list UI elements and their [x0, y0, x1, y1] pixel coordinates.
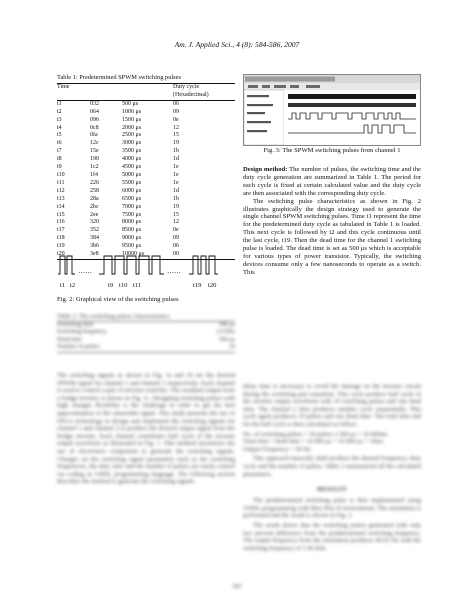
table1-row: [57, 148, 235, 156]
table1-caption: Table 1: Predetermined SPWM switching pulses: [57, 74, 181, 81]
cell-hex: 064: [90, 108, 99, 115]
table1-row: [57, 204, 235, 212]
cell-duty: 1e: [173, 164, 179, 171]
cell-hex: 3b6: [90, 243, 99, 250]
results-heading: RESULTS: [317, 486, 347, 494]
cell-duty: 1e: [173, 171, 179, 178]
label-t19: t19: [193, 282, 202, 289]
cell-duty: 1d: [173, 156, 179, 163]
table1-row: [57, 117, 235, 125]
cell-time: t11: [57, 179, 65, 186]
cell-hex: 320: [90, 219, 99, 226]
cell-hex: 2bc: [90, 203, 99, 210]
results-p2: The result shows that the switching pulses generated with only two percent difference from the predetermined switching frequency. The output frequency from the simulation produces 49.02 Hz with the switching frequency of 1.96 kHz.: [243, 521, 421, 552]
cell-duration: 9000 μs: [122, 235, 142, 242]
waveform-simulation-screenshot: [243, 74, 421, 146]
design-method-p1: The number of pulses, the switching time and the duty cycle generation are summarized in Table 1. The period for each cycle is fixed at certain calculated value and the duty cycle are then associated with the corresponding duty cycle.: [243, 166, 421, 197]
cell-hex: 1c2: [90, 164, 99, 171]
ellipsis-1: ……: [78, 267, 92, 275]
label-t1: t1: [60, 282, 66, 289]
cell-time: t17: [57, 227, 65, 234]
cell-time: t7: [57, 148, 62, 155]
table1-row: [57, 180, 235, 188]
cell-hex: 15e: [90, 148, 99, 155]
cell-duration: 10000 μs: [122, 251, 173, 259]
design-method-heading: Design method:: [243, 166, 288, 173]
table1-row: [57, 164, 235, 172]
right-body-continued: delay time is necessary to avoid the damage on the inverter circuit during the switching pair transition. This cycle produce half cycle of the inverter output waveform with 19 switching pulses and one dead time. The channel 2 then produces another cycle sequentially. This cycle again produces 19 pulses and one dead time. The total time and for the half cycle is then calculated as follow:: [243, 383, 421, 428]
cell-hex: 12c: [90, 140, 99, 147]
table1-row: [57, 156, 235, 164]
cell-hex: 0fa: [90, 132, 98, 139]
table2-value: 500 μs: [218, 322, 235, 328]
cell-hex: 096: [90, 116, 99, 123]
cell-time: t9: [57, 164, 62, 171]
label-t2: t2: [70, 282, 76, 289]
ellipsis-2: ……: [167, 267, 181, 275]
cell-hex: 2ee: [90, 211, 99, 218]
cell-duration: 5500 μs: [122, 179, 142, 186]
cell-duration: 500 μs: [122, 100, 139, 107]
table1-row: [57, 109, 235, 117]
cell-hex: 226: [90, 179, 99, 186]
table1-row: [57, 100, 235, 108]
left-body-paragraph: The switching signals as shown in Fig. 1a and 1b are the desired SPWM signal for channel 1 and channel 2 respectively. Each channel is used to control a pair of inverter switches. The resultant output from a bridge inverter is shown in Fig. 1c. Designing switching pulses with high changes flexibility is the challenge in order to get the best approximation of the sinusoidal signal. This study presents the use of FPGA technology to design and implement the switching signals for channel 1 and channel 2 to produce the desired output signal from the bridge inverter. Each channel contributes half cycle of the inverter output waveform as illustrated in Fig. 1. This method maximizes the use of electronics component to generate the switching signals. Changes on the switching signal parameters such as the switching frequencies, the duty ratio and the number of pulses are easily control via coding in VHDL programming language. The following section describes the method to generate the switching signals.: [57, 372, 235, 486]
cell-time: t4: [57, 124, 62, 131]
cell-time: t18: [57, 235, 65, 242]
cell-duty: 1b: [173, 148, 179, 155]
cell-duty: 09: [173, 235, 179, 242]
cell-hex: 258: [90, 187, 99, 194]
table1-row: [57, 172, 235, 180]
cell-hex: 032: [90, 100, 99, 107]
cell-time: t5: [57, 132, 62, 139]
table2-param: Number of pulses: [57, 344, 100, 351]
table1-row: [57, 235, 235, 243]
cell-hex: 384: [90, 235, 99, 242]
calculation-block: No. of switching pulses = 20 pulses x 500 μs = 10 000ms Total time = dead time + 10 000 μs = 10 000 μs = 10ms Output Frequency = 50 Hz: [243, 430, 388, 453]
cell-hex: 352: [90, 227, 99, 234]
table1-header-time: Time: [57, 84, 90, 92]
table2-row: [57, 329, 235, 336]
cell-duty: 12: [173, 219, 179, 226]
design-method-p2: The switching pulse characteristics as shown in Fig. 2 illustrates graphically the design strategy used to generate the single channel SPWM switching pulses. Time t1 represent the time for the predetermined duty cycle as tabulated in Table 1 is loaded. This next cycle is followed by t2 and this cycle continuous until the last cycle, t19. Then the dead time for the channel 1 switching pulse is loaded. The dead time is set as 500 μs which is acceptable for various types of power transistor. Typically, the switching devices consume only a few nanoseconds to operate as a switch. This: [243, 197, 421, 276]
cell-duration: 8000 μs: [122, 219, 142, 226]
cell-duration: 7000 μs: [122, 203, 142, 210]
cell-duration: 8500 μs: [122, 227, 142, 234]
cell-hex: 190: [90, 156, 99, 163]
figure2-caption: Fig. 2: Graphical view of the switching pulses: [57, 296, 179, 303]
cell-time: t19: [57, 243, 65, 250]
right-blurred-block: [243, 383, 421, 552]
design-method-section: [243, 166, 421, 277]
table2-caption: Table 2: The switching pulses characteristics: [57, 313, 235, 322]
label-t9: t9: [108, 282, 114, 289]
cell-duty: 09: [173, 108, 179, 115]
pulse-waveform-mid: [99, 256, 164, 274]
cell-time: t2: [57, 108, 62, 115]
cell-hex: 3e8: [90, 251, 122, 259]
cell-duty: 1e: [173, 179, 179, 186]
table1-row: [57, 125, 235, 133]
cell-time: t8: [57, 156, 62, 163]
cell-time: t15: [57, 211, 65, 218]
table2-rows: [57, 322, 235, 353]
cell-duty: 06: [173, 243, 179, 250]
cell-duty: 00: [173, 251, 235, 259]
table1-row: [57, 219, 235, 227]
cell-duty: 06: [173, 100, 179, 107]
cell-duty: 15: [173, 132, 179, 139]
cell-duty: 12: [173, 124, 179, 131]
results-p1: The predetermined switching pulse is then implemented using VHDL programming with Max Plus II environment. The simulation is performed and the result is shown in Fig. 3.: [243, 497, 421, 520]
table1-row: [57, 227, 235, 235]
label-t11: t11: [133, 282, 142, 289]
cell-duty: 0e: [173, 227, 179, 234]
table1-block: [57, 74, 235, 260]
table1-header-duty: Duty cycle: [173, 84, 235, 92]
cell-time: t20: [57, 251, 90, 259]
cell-time: t1: [57, 100, 62, 107]
cell-duration: 4000 μs: [122, 156, 142, 163]
cell-time: t13: [57, 195, 65, 202]
table1-header-duty-sub: (Hexadecimal): [173, 92, 235, 100]
cell-time: t12: [57, 187, 65, 194]
cell-duty: 19: [173, 203, 179, 210]
cell-hex: 1f4: [90, 171, 98, 178]
cell-duration: 3500 μs: [122, 148, 142, 155]
table1-row: [57, 188, 235, 196]
cell-duration: 5000 μs: [122, 171, 142, 178]
cell-duration: 2000 μs: [122, 124, 142, 131]
cell-time: t6: [57, 140, 62, 147]
right-body-p2: This approach basically shall produce the desired frequency, duty cycle and the number of pulses. Table 2 summarized all the calculated parameters.: [243, 455, 421, 478]
table2-value: 19: [229, 344, 235, 351]
cell-time: t10: [57, 171, 65, 178]
pulse-waveform-right: [189, 256, 218, 274]
label-t20: t20: [208, 282, 217, 289]
table1: [57, 83, 235, 260]
table2-value: 2.0 kHz: [216, 329, 235, 336]
cell-duration: 6000 μs: [122, 187, 142, 194]
table2-block: [57, 313, 235, 353]
cell-duration: 6500 μs: [122, 195, 142, 202]
table1-row: [57, 243, 235, 251]
table1-row: [57, 196, 235, 204]
cell-time: t3: [57, 116, 62, 123]
table2-param: Switching time: [57, 322, 94, 328]
table2-value: 500 μs: [218, 336, 235, 343]
table2-row: [57, 344, 235, 351]
table1-row: [57, 132, 235, 140]
table1-row: [57, 212, 235, 220]
label-t10: t10: [119, 282, 128, 289]
journal-header: Am. J. Applied Sci., 4 (8): 584-586, 2007: [174, 40, 300, 49]
cell-hex: 28a: [90, 195, 99, 202]
cell-duty: 19: [173, 140, 179, 147]
switching-pulses-figure: [57, 252, 235, 294]
page-number: 585: [232, 584, 242, 590]
cell-time: t14: [57, 203, 65, 210]
figure3-caption: Fig. 3: The SPWM switching pulses from channel 1: [263, 147, 401, 154]
cell-duration: 4500 μs: [122, 164, 142, 171]
pulse-waveform-left: [58, 256, 75, 274]
cell-duration: 7500 μs: [122, 211, 142, 218]
cell-duration: 1000 μs: [122, 108, 142, 115]
cell-duty: 0e: [173, 116, 179, 123]
cell-duration: 2500 μs: [122, 132, 142, 139]
cell-duty: 15: [173, 211, 179, 218]
cell-duration: 3000 μs: [122, 140, 142, 147]
cell-duration: 9500 μs: [122, 243, 142, 250]
cell-duty: 1b: [173, 195, 179, 202]
cell-time: t16: [57, 219, 65, 226]
table1-row: [57, 140, 235, 148]
cell-duration: 1500 μs: [122, 116, 142, 123]
cell-hex: 0c8: [90, 124, 99, 131]
cell-duty: 1d: [173, 187, 179, 194]
table2-param: Switching frequency: [57, 329, 107, 336]
table2-param: Dead time: [57, 336, 82, 343]
